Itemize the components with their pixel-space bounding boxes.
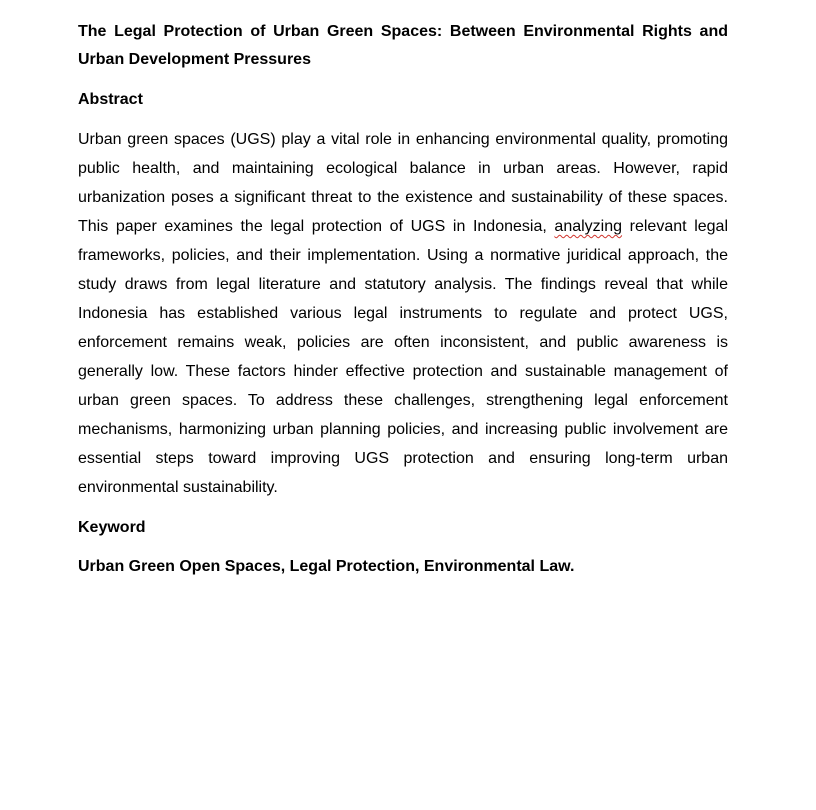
keyword-heading: Keyword — [78, 519, 146, 536]
keywords-text: Urban Green Open Spaces, Legal Protection, Environmental Law. — [78, 558, 575, 575]
spellcheck-flagged-word[interactable]: analyzing — [554, 218, 623, 235]
abstract-paragraph — [78, 125, 728, 502]
paper-title: The Legal Protection of Urban Green Spaces: Between Environmental Rights and Urban Development Pressures — [78, 23, 728, 68]
abstract-text-part1: Urban green spaces (UGS) play a vital role in enhancing environmental quality, promoting public health, and maintaining ecological balance in urban areas. However, rapid urbanization poses a significant threat to the existence and sustainability of these spaces. This paper examines the legal protection of UGS in Indonesia, — [78, 131, 728, 235]
abstract-text-part2: relevant legal frameworks, policies, and their implementation. Using a normative juridical approach, the study draws from legal literature and statutory analysis. The findings reveal that while Indonesia has established various legal instruments to regulate and protect UGS, enforcement remains weak, policies are often inconsistent, and public awareness is generally low. These factors hinder effective protection and sustainable management of urban green spaces. To address these challenges, strengthening legal enforcement mechanisms, harmonizing urban planning policies, and increasing public involvement are essential steps toward improving UGS protection and ensuring long-term urban environmental sustainability. — [78, 218, 728, 496]
abstract-heading: Abstract — [78, 91, 143, 108]
document-page — [78, 18, 728, 581]
